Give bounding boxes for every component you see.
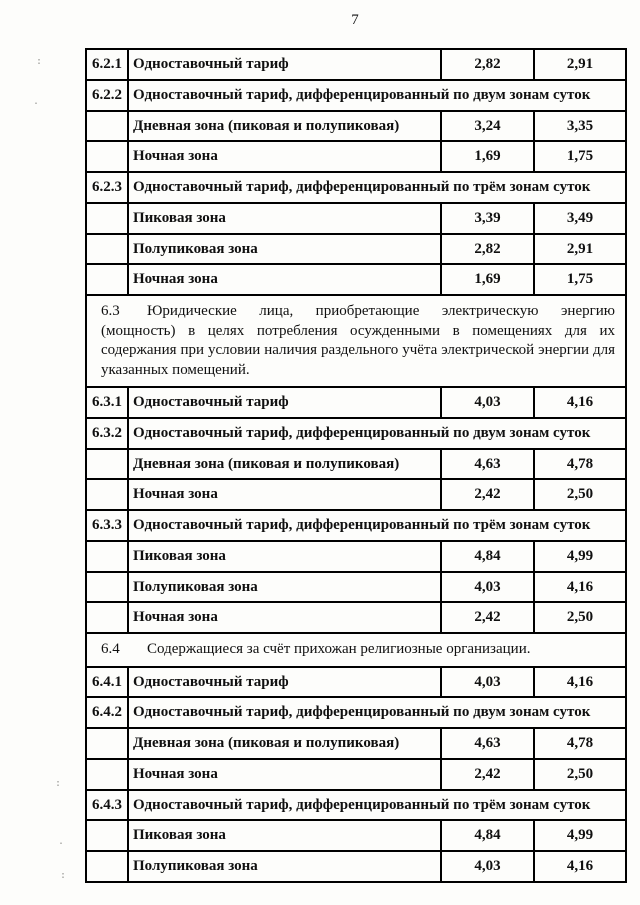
section-cell [86, 633, 626, 667]
row-label: Одноставочный тариф, дифференцированный по трём зонам суток [128, 510, 626, 541]
row-label: Одноставочный тариф, дифференцированный по двум зонам суток [128, 80, 626, 111]
row-label: Пиковая зона [128, 820, 441, 851]
value-current: 2,42 [441, 602, 534, 633]
value-next: 3,35 [534, 111, 626, 142]
row-number [86, 141, 128, 172]
tariff-table-body [86, 49, 626, 882]
row-number: 6.2.3 [86, 172, 128, 203]
row-label: Одноставочный тариф [128, 387, 441, 418]
value-next: 4,16 [534, 851, 626, 882]
table-row [86, 851, 626, 882]
table-row [86, 172, 626, 203]
value-current: 2,82 [441, 234, 534, 265]
value-next: 4,78 [534, 728, 626, 759]
table-row [86, 234, 626, 265]
table-row [86, 697, 626, 728]
value-next: 4,16 [534, 572, 626, 603]
value-current: 3,39 [441, 203, 534, 234]
table-row [86, 728, 626, 759]
table-row [86, 418, 626, 449]
value-current: 4,03 [441, 667, 534, 698]
row-label: Ночная зона [128, 264, 441, 295]
row-number [86, 728, 128, 759]
value-current: 1,69 [441, 141, 534, 172]
table-row [86, 572, 626, 603]
row-number: 6.2.2 [86, 80, 128, 111]
table-row [86, 820, 626, 851]
row-number: 6.3.1 [86, 387, 128, 418]
table-row [86, 80, 626, 111]
table-row [86, 790, 626, 821]
value-next: 2,91 [534, 234, 626, 265]
scan-artifact: : [60, 870, 67, 881]
value-next: 4,16 [534, 667, 626, 698]
row-label: Полупиковая зона [128, 851, 441, 882]
value-next: 1,75 [534, 141, 626, 172]
row-number [86, 820, 128, 851]
row-label: Ночная зона [128, 141, 441, 172]
row-number [86, 572, 128, 603]
row-label: Одноставочный тариф, дифференцированный по двум зонам суток [128, 418, 626, 449]
value-current: 1,69 [441, 264, 534, 295]
value-current: 4,84 [441, 541, 534, 572]
section-number: 6.3 [101, 303, 120, 319]
row-number [86, 759, 128, 790]
row-label: Пиковая зона [128, 541, 441, 572]
table-row [86, 479, 626, 510]
value-next: 1,75 [534, 264, 626, 295]
value-next: 4,16 [534, 387, 626, 418]
row-number [86, 602, 128, 633]
row-label: Дневная зона (пиковая и полупиковая) [128, 728, 441, 759]
row-number [86, 234, 128, 265]
value-current: 4,03 [441, 572, 534, 603]
table-row [86, 541, 626, 572]
section-label: Содержащиеся за счёт прихожан религиозные организации. [147, 641, 531, 657]
scan-artifact: . [58, 836, 65, 847]
table-row [86, 264, 626, 295]
row-label: Ночная зона [128, 759, 441, 790]
row-number: 6.4.3 [86, 790, 128, 821]
value-current: 2,82 [441, 49, 534, 80]
value-next: 4,99 [534, 820, 626, 851]
table-row [86, 633, 626, 667]
row-number: 6.4.1 [86, 667, 128, 698]
table-row [86, 49, 626, 80]
row-number: 6.3.2 [86, 418, 128, 449]
table-row [86, 510, 626, 541]
row-number [86, 541, 128, 572]
value-next: 4,99 [534, 541, 626, 572]
row-label: Пиковая зона [128, 203, 441, 234]
value-current: 4,63 [441, 449, 534, 480]
value-current: 2,42 [441, 759, 534, 790]
row-label: Одноставочный тариф [128, 667, 441, 698]
table-row [86, 387, 626, 418]
value-next: 3,49 [534, 203, 626, 234]
value-current: 4,03 [441, 387, 534, 418]
value-current: 3,24 [441, 111, 534, 142]
table-row [86, 295, 626, 387]
row-label: Одноставочный тариф, дифференцированный по трём зонам суток [128, 790, 626, 821]
table-row [86, 111, 626, 142]
row-label: Дневная зона (пиковая и полупиковая) [128, 449, 441, 480]
value-next: 2,50 [534, 602, 626, 633]
table-row [86, 449, 626, 480]
row-label: Ночная зона [128, 479, 441, 510]
page-number: 7 [351, 12, 359, 28]
row-number [86, 851, 128, 882]
scan-artifact: . [33, 96, 40, 107]
value-current: 2,42 [441, 479, 534, 510]
value-current: 4,63 [441, 728, 534, 759]
row-number [86, 479, 128, 510]
table-row [86, 602, 626, 633]
row-label: Дневная зона (пиковая и полупиковая) [128, 111, 441, 142]
value-current: 4,84 [441, 820, 534, 851]
value-next: 2,50 [534, 759, 626, 790]
row-number [86, 264, 128, 295]
section-number: 6.4 [101, 641, 120, 657]
row-number [86, 449, 128, 480]
row-label: Одноставочный тариф, дифференцированный по трём зонам суток [128, 172, 626, 203]
row-number [86, 203, 128, 234]
section-label: Юридические лица, приобретающие электрическую энергию (мощность) в целях потребления осужденными в помещениях для их содержания при условии наличия раздельного учёта электрической энергии для указанных помещений. [101, 303, 615, 378]
row-label: Одноставочный тариф, дифференцированный по двум зонам суток [128, 697, 626, 728]
value-next: 2,50 [534, 479, 626, 510]
value-next: 2,91 [534, 49, 626, 80]
table-row [86, 667, 626, 698]
tariff-table [85, 48, 627, 883]
scan-artifact: : [36, 56, 43, 67]
section-cell [86, 295, 626, 387]
row-label: Ночная зона [128, 602, 441, 633]
value-current: 4,03 [441, 851, 534, 882]
row-number [86, 111, 128, 142]
row-label: Полупиковая зона [128, 572, 441, 603]
row-label: Одноставочный тариф [128, 49, 441, 80]
table-row [86, 759, 626, 790]
row-label: Полупиковая зона [128, 234, 441, 265]
scan-artifact: : [55, 778, 62, 789]
value-next: 4,78 [534, 449, 626, 480]
row-number: 6.3.3 [86, 510, 128, 541]
row-number: 6.4.2 [86, 697, 128, 728]
table-row [86, 203, 626, 234]
row-number: 6.2.1 [86, 49, 128, 80]
table-row [86, 141, 626, 172]
